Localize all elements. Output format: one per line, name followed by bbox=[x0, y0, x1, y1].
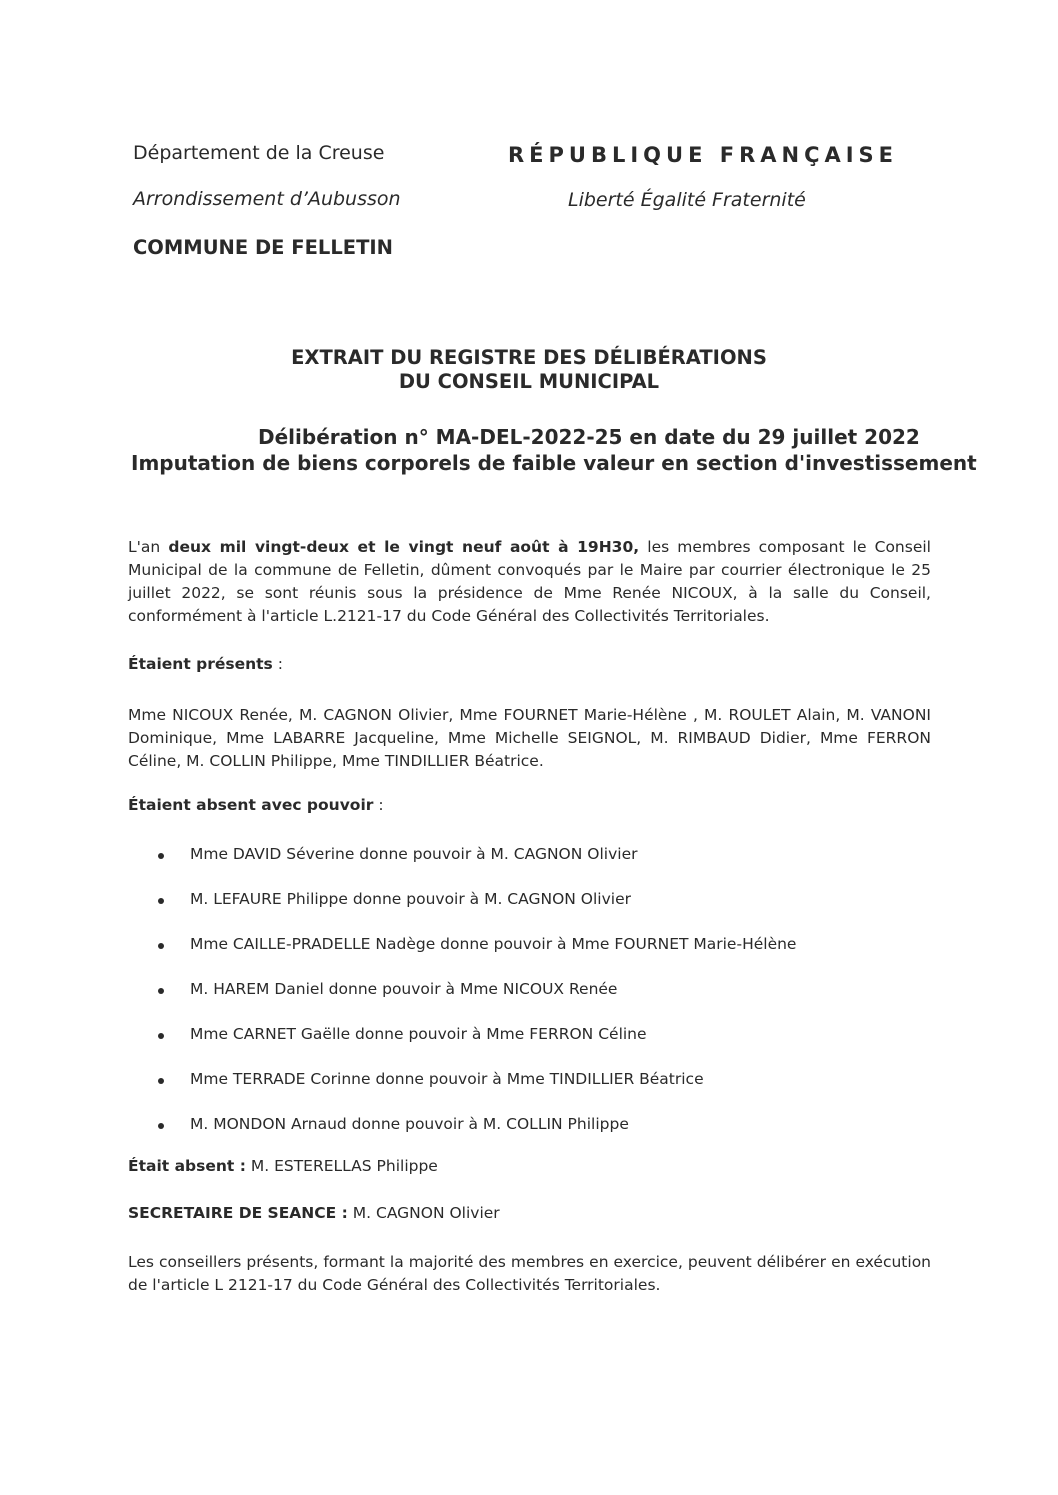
absents-pouvoir-label: Étaient absent avec pouvoir bbox=[128, 796, 374, 814]
absent-line bbox=[128, 1157, 438, 1175]
republique-francaise: RÉPUBLIQUE FRANÇAISE bbox=[508, 143, 899, 167]
bullet-icon bbox=[158, 1078, 164, 1084]
presents-heading bbox=[128, 655, 283, 673]
bullet-icon bbox=[158, 1033, 164, 1039]
proxy-text: Mme TERRADE Corinne donne pouvoir à Mme TINDILLIER Béatrice bbox=[190, 1070, 704, 1088]
departement: Département de la Creuse bbox=[133, 142, 385, 164]
title-line-1: EXTRAIT DU REGISTRE DES DÉLIBÉRATIONS bbox=[291, 346, 767, 369]
deliberation-number: Délibération n° MA-DEL-2022-25 en date du 29 juillet 2022 bbox=[258, 425, 920, 449]
secretaire-label: SECRETAIRE DE SEANCE : bbox=[128, 1204, 348, 1222]
proxy-text: M. LEFAURE Philippe donne pouvoir à M. CAGNON Olivier bbox=[190, 890, 631, 908]
quorum-paragraph: Les conseillers présents, formant la majorité des membres en exercice, peuvent délibérer en exécution de l'article L 2121-17 du Code Général des Collectivités Territoriales. bbox=[128, 1253, 931, 1294]
absents-pouvoir-heading bbox=[128, 796, 384, 814]
commune: COMMUNE DE FELLETIN bbox=[133, 236, 393, 259]
bullet-icon bbox=[158, 853, 164, 859]
arrondissement: Arrondissement d’Aubusson bbox=[133, 188, 401, 210]
absents-pouvoir-suffix: : bbox=[373, 796, 384, 814]
intro-prefix: L'an bbox=[128, 538, 169, 556]
absent-value: M. ESTERELLAS Philippe bbox=[245, 1157, 438, 1175]
devise: Liberté Égalité Fraternité bbox=[568, 189, 806, 211]
proxy-text: Mme DAVID Séverine donne pouvoir à M. CAGNON Olivier bbox=[190, 845, 638, 863]
bullet-icon bbox=[158, 898, 164, 904]
intro-paragraph bbox=[128, 536, 931, 628]
intro-body: les membres composant le Conseil Municipal de la commune de Felletin, dûment convoqués par le Maire par courrier électronique le 25 juillet 2022, se sont réunis sous la présidence de Mme Renée NICOUX, à la salle du Conseil, conformément à l'article L.2121-17 du Code Général des Collectivités Territoriales. bbox=[128, 538, 931, 625]
presents-label: Étaient présents bbox=[128, 655, 273, 673]
proxy-text: Mme CAILLE-PRADELLE Nadège donne pouvoir à Mme FOURNET Marie-Hélène bbox=[190, 935, 797, 953]
proxy-text: M. MONDON Arnaud donne pouvoir à M. COLLIN Philippe bbox=[190, 1115, 629, 1133]
presents-suffix: : bbox=[272, 655, 283, 673]
proxy-text: M. HAREM Daniel donne pouvoir à Mme NICOUX Renée bbox=[190, 980, 618, 998]
secretaire-line bbox=[128, 1204, 500, 1222]
deliberation-subject: Imputation de biens corporels de faible valeur en section d'investissement bbox=[131, 451, 977, 475]
absent-label: Était absent : bbox=[128, 1157, 246, 1175]
bullet-icon bbox=[158, 988, 164, 994]
intro-date: deux mil vingt-deux et le vingt neuf août à 19H30, bbox=[168, 538, 640, 556]
title-line-2: DU CONSEIL MUNICIPAL bbox=[398, 370, 660, 393]
bullet-icon bbox=[158, 1123, 164, 1129]
presents-list: Mme NICOUX Renée, M. CAGNON Olivier, Mme FOURNET Marie-Hélène , M. ROULET Alain, M. VANONI Dominique, Mme LABARRE Jacqueline, Mme Michelle SEIGNOL, M. RIMBAUD Didier, Mme FERRON Céline, M. COLLIN Philippe, Mme TINDILLIER Béatrice. bbox=[128, 706, 931, 770]
bullet-icon bbox=[158, 943, 164, 949]
secretaire-value: M. CAGNON Olivier bbox=[347, 1204, 500, 1222]
proxy-text: Mme CARNET Gaëlle donne pouvoir à Mme FERRON Céline bbox=[190, 1025, 647, 1043]
